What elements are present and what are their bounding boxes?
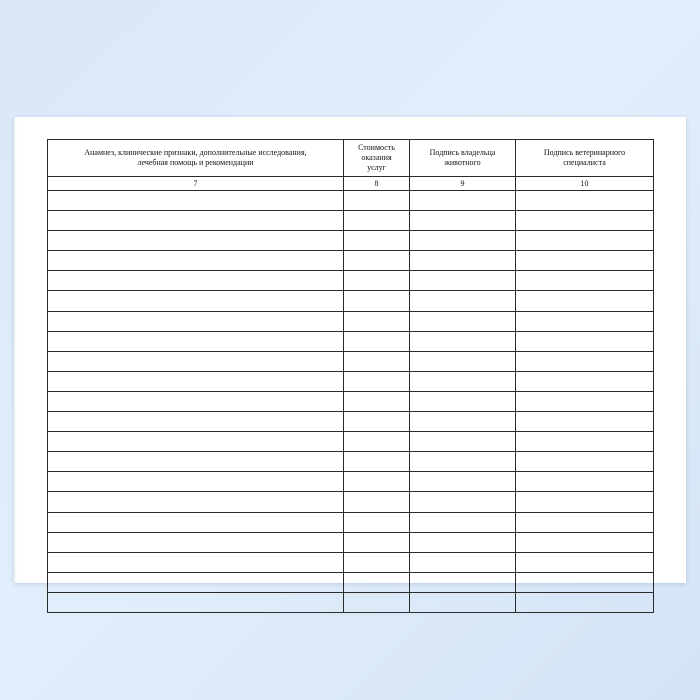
table-cell xyxy=(48,271,344,291)
table-cell xyxy=(516,351,654,371)
table-cell xyxy=(344,191,410,211)
column-header-10-line-2: специалиста xyxy=(563,158,606,167)
table-cell xyxy=(48,472,344,492)
table-cell xyxy=(48,391,344,411)
column-number-9: 9 xyxy=(410,177,516,191)
table-cell xyxy=(344,512,410,532)
table-cell xyxy=(344,552,410,572)
table-row xyxy=(48,492,654,512)
table-cell xyxy=(516,412,654,432)
table-cell xyxy=(410,371,516,391)
table-cell xyxy=(344,432,410,452)
table-cell xyxy=(344,412,410,432)
table-cell xyxy=(410,251,516,271)
table-row xyxy=(48,371,654,391)
table-cell xyxy=(344,452,410,472)
table-row xyxy=(48,472,654,492)
column-number-row xyxy=(48,177,654,191)
table-cell xyxy=(48,592,344,612)
table-row xyxy=(48,552,654,572)
column-header-7 xyxy=(48,140,344,177)
table-cell xyxy=(410,191,516,211)
table-row xyxy=(48,412,654,432)
table-cell xyxy=(344,351,410,371)
table-cell xyxy=(410,572,516,592)
table-header-row xyxy=(48,140,654,177)
table-cell xyxy=(344,271,410,291)
table-cell xyxy=(48,512,344,532)
table-row xyxy=(48,391,654,411)
table-cell xyxy=(410,291,516,311)
column-header-9-line-1: Подпись владельца xyxy=(429,148,496,157)
table-cell xyxy=(410,552,516,572)
table-cell xyxy=(516,512,654,532)
table-cell xyxy=(516,291,654,311)
table-row xyxy=(48,291,654,311)
column-header-7-line-1: Анамнез, клинические признаки, дополнительные исследования, xyxy=(84,148,307,157)
table-cell xyxy=(344,211,410,231)
table-row xyxy=(48,231,654,251)
table-cell xyxy=(410,452,516,472)
column-header-9 xyxy=(410,140,516,177)
table-cell xyxy=(516,452,654,472)
column-header-8 xyxy=(344,140,410,177)
table-cell xyxy=(410,271,516,291)
column-header-8-line-2: оказания xyxy=(361,153,392,162)
table-row xyxy=(48,432,654,452)
table-cell xyxy=(48,331,344,351)
table-row xyxy=(48,211,654,231)
table-cell xyxy=(410,311,516,331)
paper-sheet xyxy=(14,117,686,583)
column-header-10 xyxy=(516,140,654,177)
journal-table-container xyxy=(47,139,653,567)
table-cell xyxy=(344,572,410,592)
table-cell xyxy=(48,231,344,251)
table-cell xyxy=(516,492,654,512)
column-header-8-line-3: услуг xyxy=(367,163,386,172)
table-cell xyxy=(516,231,654,251)
table-cell xyxy=(48,191,344,211)
table-cell xyxy=(410,231,516,251)
table-cell xyxy=(410,532,516,552)
table-cell xyxy=(516,552,654,572)
table-cell xyxy=(48,251,344,271)
table-row xyxy=(48,251,654,271)
table-cell xyxy=(48,492,344,512)
table-cell xyxy=(516,572,654,592)
table-row xyxy=(48,452,654,472)
table-cell xyxy=(410,432,516,452)
column-header-9-line-2: животного xyxy=(444,158,481,167)
table-cell xyxy=(344,492,410,512)
column-header-10-line-1: Подпись ветеринарного xyxy=(543,148,626,157)
table-row xyxy=(48,311,654,331)
table-cell xyxy=(516,391,654,411)
table-row xyxy=(48,351,654,371)
column-number-8: 8 xyxy=(344,177,410,191)
table-cell xyxy=(410,412,516,432)
table-cell xyxy=(344,391,410,411)
table-cell xyxy=(344,251,410,271)
table-cell xyxy=(344,331,410,351)
table-row xyxy=(48,532,654,552)
table-cell xyxy=(48,291,344,311)
table-cell xyxy=(410,492,516,512)
table-row xyxy=(48,331,654,351)
column-number-7: 7 xyxy=(48,177,344,191)
table-cell xyxy=(48,452,344,472)
table-cell xyxy=(410,512,516,532)
table-cell xyxy=(516,532,654,552)
table-cell xyxy=(48,532,344,552)
table-cell xyxy=(344,291,410,311)
table-cell xyxy=(516,472,654,492)
table-body xyxy=(48,140,654,613)
table-cell xyxy=(48,552,344,572)
table-cell xyxy=(48,572,344,592)
table-row xyxy=(48,271,654,291)
table-cell xyxy=(48,311,344,331)
table-cell xyxy=(48,371,344,391)
table-cell xyxy=(516,251,654,271)
table-cell xyxy=(410,472,516,492)
table-cell xyxy=(516,211,654,231)
table-cell xyxy=(516,371,654,391)
table-cell xyxy=(410,331,516,351)
table-cell xyxy=(410,391,516,411)
table-cell xyxy=(344,532,410,552)
column-header-8-line-1: Стоимость xyxy=(358,143,395,152)
table-cell xyxy=(344,371,410,391)
table-row xyxy=(48,592,654,612)
table-cell xyxy=(516,432,654,452)
table-cell xyxy=(410,592,516,612)
table-cell xyxy=(48,432,344,452)
table-cell xyxy=(516,331,654,351)
journal-table xyxy=(47,139,654,613)
table-cell xyxy=(344,311,410,331)
table-cell xyxy=(344,592,410,612)
table-cell xyxy=(516,271,654,291)
table-cell xyxy=(410,211,516,231)
table-cell xyxy=(516,191,654,211)
table-row xyxy=(48,572,654,592)
table-cell xyxy=(48,211,344,231)
table-cell xyxy=(410,351,516,371)
table-cell xyxy=(344,472,410,492)
table-cell xyxy=(516,592,654,612)
table-cell xyxy=(516,311,654,331)
table-cell xyxy=(344,231,410,251)
table-row xyxy=(48,191,654,211)
column-header-7-line-2: лечебная помощь и рекомендации xyxy=(137,158,254,167)
table-row xyxy=(48,512,654,532)
table-cell xyxy=(48,351,344,371)
table-cell xyxy=(48,412,344,432)
column-number-10: 10 xyxy=(516,177,654,191)
